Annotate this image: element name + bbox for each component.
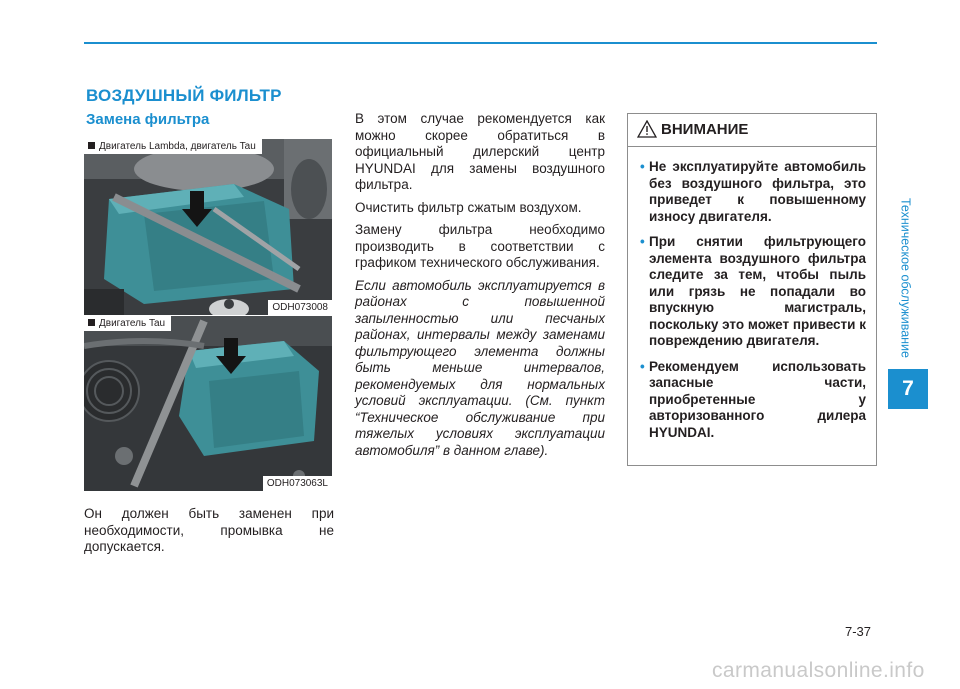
bullet-icon: • — [640, 358, 645, 374]
warning-box — [627, 113, 877, 466]
paragraph: Замену фильтра необходимо производить в соответствии с графиком технического обслуживания. — [355, 222, 605, 270]
warning-triangle-icon — [637, 120, 657, 138]
figure-caption-text: Двигатель Tau — [99, 318, 166, 329]
square-bullet-icon — [88, 319, 95, 326]
warning-title: ВНИМАНИЕ — [661, 121, 749, 138]
warning-item-text: При снятии фильтрующего элемента воздушного фильтра следите за тем, чтобы пыль или грязь не попадали во впускную магистраль, поскольку это может привести к повреждению двигателя. — [649, 234, 866, 348]
side-section-label — [893, 183, 918, 373]
figure-caption — [84, 139, 262, 154]
paragraph: Очистить фильтр сжатым воздухом. — [355, 199, 582, 215]
top-rule — [84, 42, 877, 44]
figure-code: ODH073008 — [268, 300, 332, 315]
engine-photo-lambda-tau — [84, 139, 332, 315]
warning-list — [628, 147, 876, 441]
warning-item-text: Не эксплуатируйте автомобиль без воздушного фильтра, это приведет к повышенному износу двигателя. — [649, 159, 866, 224]
side-section-label-text: Техническое обслуживание — [898, 198, 913, 358]
paragraph: В этом случае рекомендуется как можно скорее обратиться в официальный дилерский центр HYUNDAI для замены воздушного фильтра. — [355, 111, 605, 192]
column2-text — [355, 111, 605, 465]
bullet-icon: • — [640, 159, 645, 174]
section-title: ВОЗДУШНЫЙ ФИЛЬТР — [86, 86, 282, 105]
warning-item — [640, 359, 866, 442]
column1-text — [84, 506, 334, 562]
figure-caption-text: Двигатель Lambda, двигатель Tau — [99, 141, 256, 152]
bullet-icon: • — [640, 234, 645, 249]
engine-illustration-2 — [84, 316, 332, 491]
watermark: carmanualsonline.info — [712, 659, 925, 682]
engine-photo-tau — [84, 316, 332, 491]
square-bullet-icon — [88, 142, 95, 149]
engine-illustration-1 — [84, 139, 332, 315]
warning-header — [628, 114, 876, 147]
page-number: 7-37 — [845, 624, 872, 639]
subsection-title: Замена фильтра — [86, 111, 210, 128]
figure-caption — [84, 316, 171, 331]
paragraph: Он должен быть заменен при необходимости, промывка не допускается. — [84, 506, 334, 554]
warning-item — [640, 159, 866, 225]
italic-paragraph: Если автомобиль эксплуатируется в районах с повышенной запыленностью или песчаных районах, интервалы между заменами фильтрующего элемента должны быть меньше интервалов, рекомендуемых для нормальных условий эксплуатации. (См. пункт “Техническое обслуживание при тяжелых условиях эксплуатации автомобиля” в данном главе). — [355, 277, 605, 458]
figure-code: ODH073063L — [263, 476, 332, 491]
chapter-number-badge: 7 — [888, 369, 928, 409]
warning-item-text: Рекомендуем использовать запасные части, приобретенные у авторизованного дилера HYUNDAI. — [649, 358, 866, 440]
warning-item — [640, 234, 866, 350]
